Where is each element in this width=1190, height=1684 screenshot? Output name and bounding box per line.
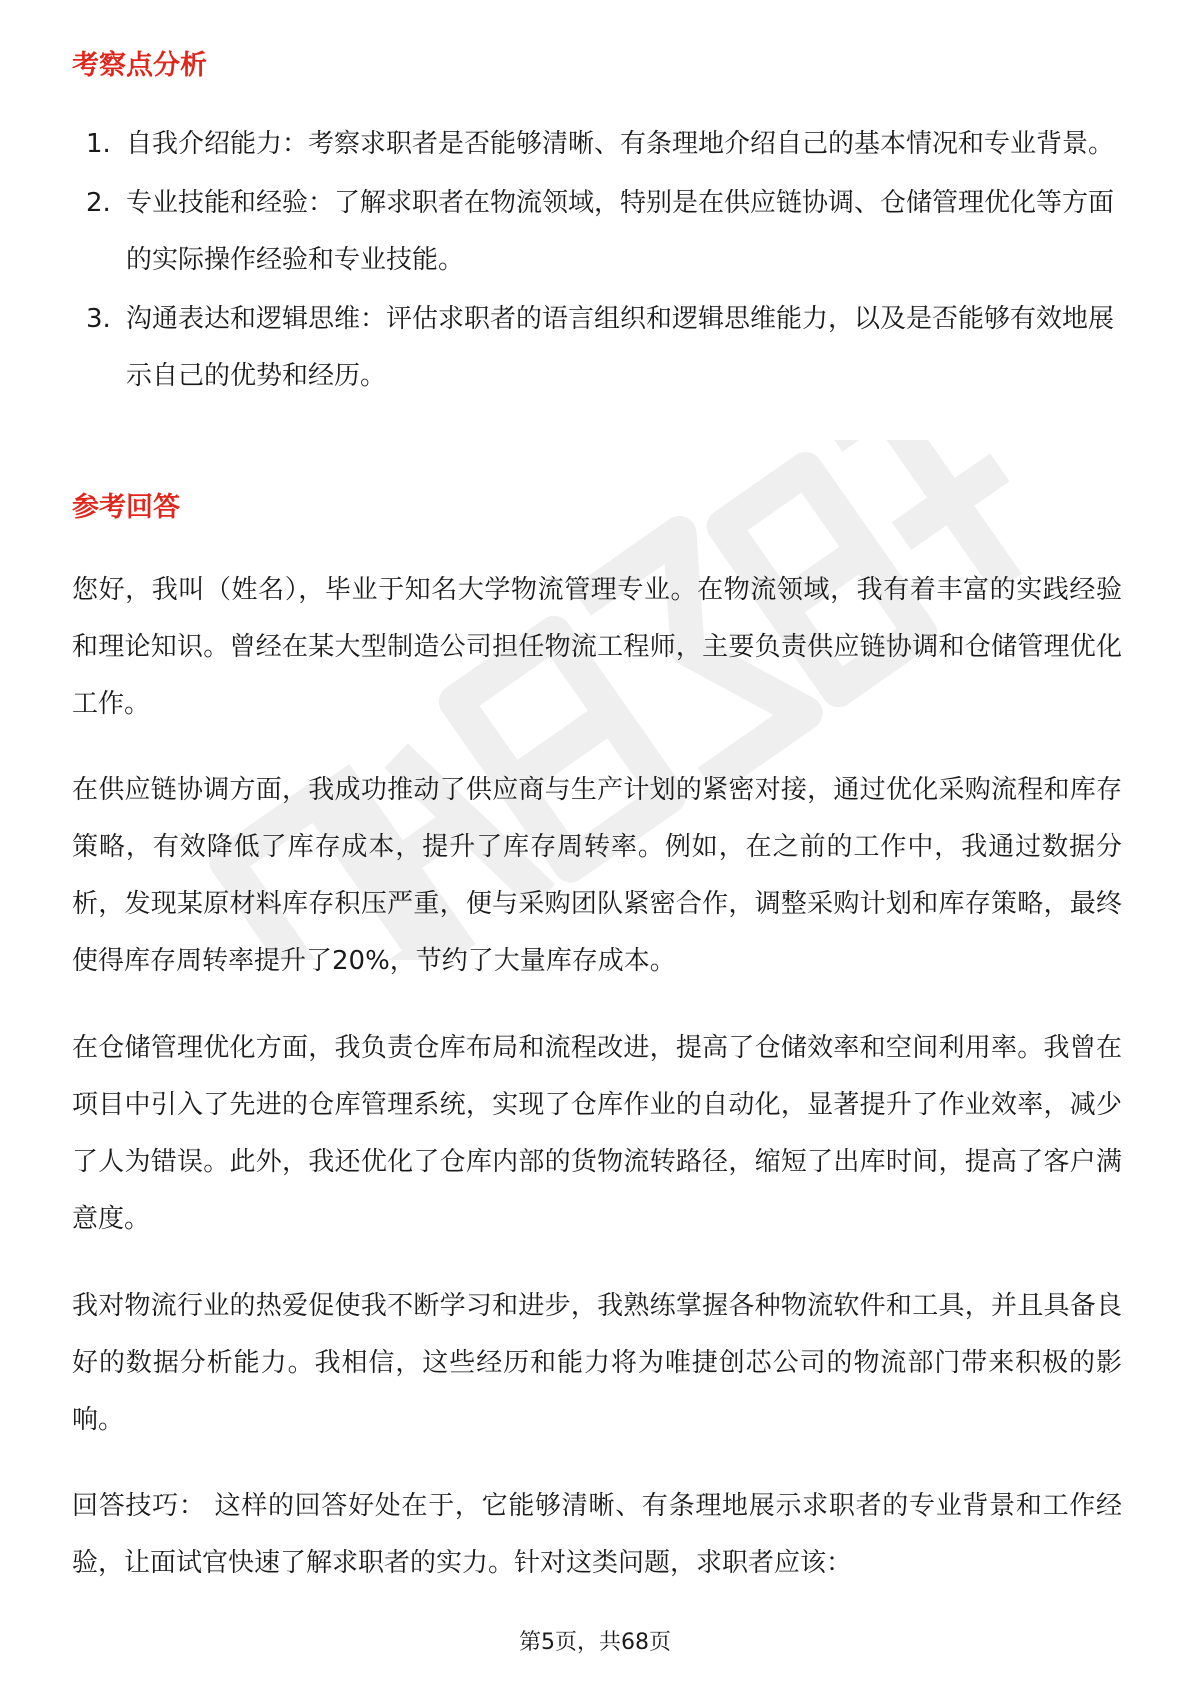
list-item-text: 沟通表达和逻辑思维：评估求职者的语言组织和逻辑思维能力，以及是否能够有效地展示自己的优势和经历。: [126, 304, 1115, 391]
section-title-analysis: 考察点分析: [72, 50, 207, 81]
answer-paragraph-3: 在仓储管理优化方面，我负责仓库布局和流程改进，提高了仓储效率和空间利用率。我曾在项目中引入了先进的仓库管理系统，实现了仓库作业的自动化，显著提升了作业效率，减少了人为错误。此外，我还优化了仓库内部的货物流转路径，缩短了出库时间，提高了客户满意度。: [72, 1033, 1122, 1234]
list-item: [72, 291, 1122, 405]
section-title-answer: 参考回答: [72, 492, 180, 523]
list-item-number: 1.: [86, 129, 111, 159]
list-item: [72, 175, 1122, 289]
answer-paragraph-1: 您好，我叫（姓名），毕业于知名大学物流管理专业。在物流领域，我有着丰富的实践经验和理论知识。曾经在某大型制造公司担任物流工程师，主要负责供应链协调和仓储管理优化工作。: [72, 575, 1122, 719]
list-item-text: 自我介绍能力：考察求职者是否能够清晰、有条理地介绍自己的基本情况和专业背景。: [126, 129, 1115, 159]
answer-paragraph-4: 我对物流行业的热爱促使我不断学习和进步，我熟练掌握各种物流软件和工具，并且具备良好的数据分析能力。我相信，这些经历和能力将为唯捷创芯公司的物流部门带来积极的影响。: [72, 1291, 1122, 1435]
list-item-text: 专业技能和经验：了解求职者在物流领域，特别是在供应链协调、仓储管理优化等方面的实际操作经验和专业技能。: [126, 188, 1115, 275]
answer-paragraph-2: 在供应链协调方面，我成功推动了供应商与生产计划的紧密对接，通过优化采购流程和库存策略，有效降低了库存成本，提升了库存周转率。例如，在之前的工作中，我通过数据分析，发现某原材料库存积压严重，便与采购团队紧密合作，调整采购计划和库存策略，最终使得库存周转率提升了20%，节约了大量库存成本。: [72, 775, 1122, 976]
list-item-number: 3.: [86, 304, 111, 334]
list-item: [72, 116, 1122, 173]
analysis-list: [72, 116, 1122, 407]
list-item-number: 2.: [86, 188, 111, 218]
answer-tips-paragraph: 回答技巧： 这样的回答好处在于，它能够清晰、有条理地展示求职者的专业背景和工作经验，让面试官快速了解求职者的实力。针对这类问题，求职者应该：: [72, 1491, 1122, 1578]
page-number-footer: 第5页，共68页: [519, 1630, 671, 1655]
